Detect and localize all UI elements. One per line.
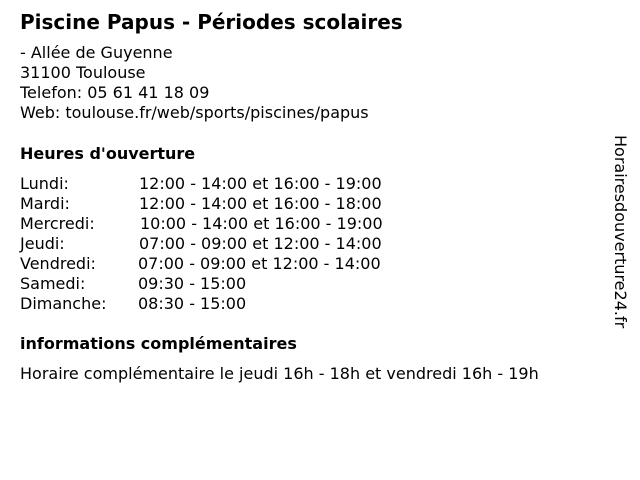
website: Web: toulouse.fr/web/sports/piscines/papus [20, 103, 369, 122]
address-block [20, 43, 369, 123]
page-title: Piscine Papus - Périodes scolaires [20, 10, 403, 34]
time-range: 12:00 - 14:00 et 16:00 - 19:00 [139, 174, 382, 193]
day-label: Vendredi: [20, 254, 96, 273]
day-label: Jeudi: [20, 234, 65, 253]
additional-info-heading: informations complémentaires [20, 334, 297, 353]
site-watermark: Horairesdouverture24.fr [611, 135, 630, 329]
additional-info-text: Horaire complémentaire le jeudi 16h - 18h et vendredi 16h - 19h [20, 364, 539, 383]
phone-number: Telefon: 05 61 41 18 09 [20, 83, 210, 102]
day-label: Mardi: [20, 194, 70, 213]
time-range: 12:00 - 14:00 et 16:00 - 18:00 [139, 194, 382, 213]
day-label: Mercredi: [20, 214, 95, 233]
street-address: - Allée de Guyenne [20, 43, 173, 62]
time-range: 07:00 - 09:00 et 12:00 - 14:00 [139, 234, 382, 253]
opening-hours-heading: Heures d'ouverture [20, 144, 196, 163]
day-label: Dimanche: [20, 294, 107, 313]
city: 31100 Toulouse [20, 63, 146, 82]
time-range: 10:00 - 14:00 et 16:00 - 19:00 [140, 214, 383, 233]
time-range: 07:00 - 09:00 et 12:00 - 14:00 [138, 254, 381, 273]
time-range: 08:30 - 15:00 [138, 294, 247, 313]
time-range: 09:30 - 15:00 [138, 274, 247, 293]
day-label: Samedi: [20, 274, 86, 293]
day-label: Lundi: [20, 174, 69, 193]
